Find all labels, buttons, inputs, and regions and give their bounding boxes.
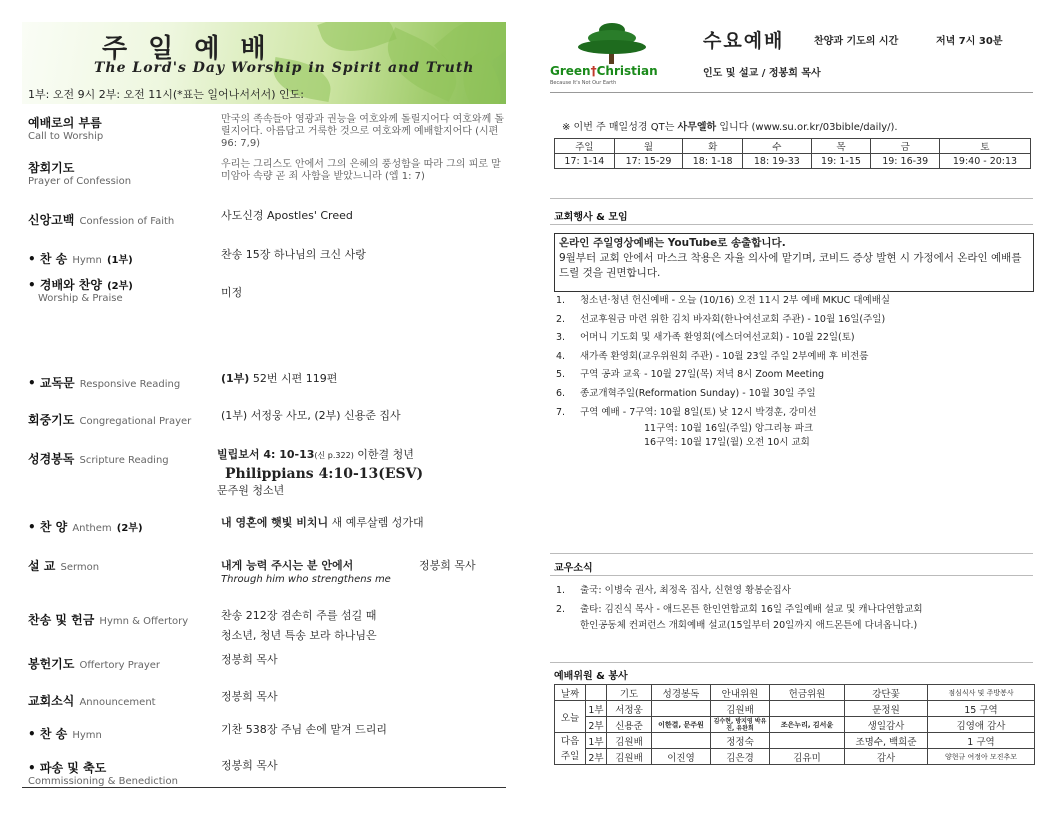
order-label-en: Confession of Faith <box>79 216 175 227</box>
logo-wordmark: Green†Christian <box>550 64 658 78</box>
service-times: 1부: 오전 9시 2부: 오전 11시(*표는 일어나서서서) 인도: <box>28 88 304 101</box>
order-text: 미정 <box>221 286 243 299</box>
table-cell: 토 <box>940 139 1031 154</box>
events-heading: 교회행사 & 모임 <box>554 212 628 223</box>
list-item: 7. 구역 예배 - 7구역: 10월 8일(토) 낮 12시 박경훈, 강미선 <box>556 406 817 418</box>
scripture-ref-en: Philippians 4:10-13(ESV) <box>225 466 424 482</box>
header-rule <box>550 92 1033 93</box>
table-cell <box>586 685 607 701</box>
order-label-en: Hymn <box>72 255 102 266</box>
members-heading: 교우소식 <box>554 563 593 574</box>
table-cell: 서정웅 <box>607 701 652 717</box>
table-cell: 조은누리, 김서윤 <box>770 717 845 733</box>
qt-note: ※ 이번 주 매일성경 QT는 사무엘하 입니다 (www.su.or.kr/03bible/daily/). <box>562 122 898 133</box>
order-label: • 찬 송 <box>28 252 68 266</box>
table-cell: 17: 1-14 <box>555 154 615 169</box>
order-label: • 찬 송 <box>28 727 68 741</box>
list-item-cont: 한인공동체 컨퍼런스 개회예배 설교(15일부터 20일까지 애드몬튼에 다녀옵니다.) <box>580 620 918 632</box>
online-notice-text: 9월부터 교회 안에서 마스크 착용은 자율 의사에 맡기며, 코비드 증상 발현 시 가정에서 온라인 예배를 드릴 것을 권면합니다. <box>559 252 1022 279</box>
table-cell: 19: 1-15 <box>811 154 871 169</box>
order-label-en: Hymn & Offertory <box>99 616 189 627</box>
order-label: • 경배와 찬양 <box>28 278 102 292</box>
qt-days-row <box>555 139 1031 154</box>
duty-table <box>554 684 1035 765</box>
table-cell: 18: 1-18 <box>683 154 743 169</box>
table-cell: 기도 <box>607 685 652 701</box>
qt-verses-row <box>555 154 1031 169</box>
order-text: 우리는 그리스도 안에서 그의 은혜의 풍성함을 따라 그의 피로 말미암아 속량 곧 죄 사함을 받았느니라 (엡 1: 7) <box>221 159 501 182</box>
order-label-en: Call to Worship <box>28 131 104 142</box>
qt-table <box>554 138 1031 169</box>
order-text: 찬송 212장 겸손히 주를 섬길 때 <box>221 609 377 622</box>
list-item-cont: 16구역: 10월 17일(월) 오전 10시 교회 <box>644 437 810 449</box>
list-item: 2. 출타: 김진식 목사 - 애드몬튼 한인연합교회 16일 주일예배 설교 및 캐나다연합교회 <box>556 603 923 615</box>
duty-heading: 예배위원 & 봉사 <box>554 671 628 682</box>
table-cell: 19: 16-39 <box>871 154 940 169</box>
order-label-en: Responsive Reading <box>79 379 181 390</box>
duty-today-2 <box>555 717 1035 733</box>
members-list <box>556 582 1036 633</box>
order-label-en: Hymn <box>72 730 102 741</box>
table-cell: 이한결, 문주원 <box>652 717 711 733</box>
duty-next-2 <box>555 749 1035 765</box>
order-label-en: Prayer of Confession <box>28 176 132 187</box>
order-label-en: Sermon <box>60 562 100 573</box>
table-cell: 월 <box>614 139 683 154</box>
wednesday-subtitle: 찬양과 기도의 시간 <box>814 36 899 47</box>
table-cell: 1부 <box>586 701 607 717</box>
duty-top-rule <box>550 662 1033 663</box>
online-notice-box <box>554 233 1034 292</box>
table-cell: 안내위원 <box>711 685 770 701</box>
table-cell: 성경봉독 <box>652 685 711 701</box>
table-cell <box>770 733 845 749</box>
green-christian-logo <box>550 22 670 92</box>
events-list <box>556 292 1036 450</box>
table-cell: 날짜 <box>555 685 586 701</box>
table-cell: 17: 15-29 <box>614 154 683 169</box>
sermon-preacher: 정봉희 목사 <box>419 559 476 572</box>
wednesday-time: 저녁 7시 30분 <box>936 36 1003 47</box>
order-text-2: 청소년, 청년 특송 보라 하나님은 <box>221 629 377 642</box>
order-text: 정봉희 목사 <box>221 653 278 666</box>
table-cell: 18: 19-33 <box>743 154 812 169</box>
anthem-title: 내 영혼에 햇빛 비치니 <box>221 516 329 529</box>
order-text: 찬송 15장 하나님의 크신 사랑 <box>221 248 366 261</box>
sermon-title: 내게 능력 주시는 분 안에서 <box>221 559 354 572</box>
order-label-en: Scripture Reading <box>79 455 169 466</box>
list-item-cont: 11구역: 10월 16일(주일) 앙그리뇽 파크 <box>644 423 814 435</box>
sunday-banner <box>22 22 506 104</box>
order-label: • 찬 양 <box>28 520 68 534</box>
sermon-title-en: Through him who strengthens me <box>221 574 391 585</box>
list-item: 2. 선교후원금 마련 위한 김치 바자회(한나여선교회 주관) - 10월 16일(주일) <box>556 313 886 325</box>
order-part: (1부) <box>106 255 133 266</box>
table-cell: 정정숙 <box>711 733 770 749</box>
table-cell: 김수현, 방지영 박유진, 유완희 <box>711 717 770 733</box>
order-label: 봉헌기도 <box>28 657 75 671</box>
wednesday-title: 수요예배 <box>703 30 785 52</box>
list-item: 1. 출국: 이병숙 권사, 최정옥 집사, 신현영 황봉순집사 <box>556 585 791 596</box>
table-cell: 1부 <box>586 733 607 749</box>
wednesday-leader: 인도 및 설교 / 정봉희 목사 <box>703 68 821 79</box>
order-text: 사도신경 Apostles' Creed <box>221 209 353 222</box>
table-cell: 헌금위원 <box>770 685 845 701</box>
table-cell: 점심식사 및 주방봉사 <box>928 685 1035 701</box>
duty-next-1 <box>555 733 1035 749</box>
table-cell: 다음 주일 <box>555 733 586 765</box>
list-item: 1. 청소년·청년 헌신예배 - 오늘 (10/16) 오전 11시 2부 예배 MKUC 대예배실 <box>556 295 891 306</box>
table-cell <box>770 701 845 717</box>
tree-icon <box>572 22 652 66</box>
online-notice-title: 온라인 주일영상예배는 YouTube로 송출합니다. <box>559 237 786 249</box>
table-cell: 양현규 여정아 모진추모 <box>928 749 1035 765</box>
order-part: (2부) <box>107 281 133 292</box>
order-text: (1부) 서정웅 사모, (2부) 신용준 집사 <box>221 409 401 422</box>
left-bottom-rule <box>22 787 506 788</box>
order-label: • 파송 및 축도 <box>28 761 107 775</box>
sunday-worship-column <box>22 22 506 787</box>
logo-tagline: Because It's Not Our Earth <box>550 80 617 86</box>
table-cell: 화 <box>683 139 743 154</box>
table-cell: 김영애 감사 <box>928 717 1035 733</box>
order-text: 52번 시편 119편 <box>249 372 338 385</box>
table-cell: 오늘 <box>555 701 586 733</box>
order-text: 기찬 538장 주님 손에 맡겨 드리리 <box>221 723 387 736</box>
order-label: • 교독문 <box>28 376 75 390</box>
anthem-choir: 새 예루살렘 성가대 <box>328 516 424 529</box>
table-cell: 신용준 <box>607 717 652 733</box>
sunday-subtitle: The Lord's Day Worship in Spirit and Truth <box>94 60 475 76</box>
order-label-en: Commissioning & Benediction <box>28 776 178 787</box>
qt-rule <box>550 198 1033 199</box>
table-cell: 금 <box>871 139 940 154</box>
table-cell: 김은경 <box>711 749 770 765</box>
order-text: 만국의 족속들아 영광과 권능을 여호와께 돌릴지어다 여호와께 돌릴지어다. 아름답고 거룩한 것으로 여호와께 예배할지어다 (시편 96: 7,9) <box>221 114 505 149</box>
order-label-en: Anthem <box>72 523 112 534</box>
order-part: (1부) <box>221 372 250 385</box>
duty-header-row <box>555 685 1035 701</box>
table-cell: 2부 <box>586 749 607 765</box>
order-label-en: Congregational Prayer <box>79 416 192 427</box>
table-cell: 15 구역 <box>928 701 1035 717</box>
order-label-en: Announcement <box>79 697 156 708</box>
order-label: 예배로의 부름 <box>28 116 102 130</box>
sunday-title: 주 일 예 배 <box>102 34 272 64</box>
order-label-en: Worship & Praise <box>38 293 123 304</box>
table-cell: 주일 <box>555 139 615 154</box>
order-label: 참회기도 <box>28 161 75 175</box>
table-cell: 김원배 <box>607 733 652 749</box>
table-cell: 조명수, 백희준 <box>845 733 928 749</box>
table-cell: 생일감사 <box>845 717 928 733</box>
events-rule <box>550 224 1033 225</box>
scripture-ref: 빌립보서 4: 10-13 <box>217 448 315 461</box>
order-label: 성경봉독 <box>28 452 75 466</box>
list-item: 3. 어머니 기도회 및 새가족 환영회(에스더여선교회) - 10월 22일(토) <box>556 332 855 344</box>
table-cell: 19:40 - 20:13 <box>940 154 1031 169</box>
list-item: 5. 구역 공과 교육 - 10월 27일(목) 저녁 8시 Zoom Meeting <box>556 369 825 381</box>
table-cell: 김원배 <box>607 749 652 765</box>
table-cell: 1 구역 <box>928 733 1035 749</box>
order-label: 회중기도 <box>28 413 75 427</box>
members-top-rule <box>550 553 1033 554</box>
list-item: 4. 새가족 환영회(교우위원회 주관) - 10월 23일 주일 2부예배 후 비전룸 <box>556 350 869 362</box>
table-cell <box>652 701 711 717</box>
table-cell: 목 <box>811 139 871 154</box>
table-cell <box>652 733 711 749</box>
list-item: 6. 종교개혁주일(Reformation Sunday) - 10월 30일 주일 <box>556 387 816 399</box>
order-text: 정봉희 목사 <box>221 690 278 703</box>
duty-today-1 <box>555 701 1035 717</box>
order-text: 정봉희 목사 <box>221 759 278 772</box>
scripture-reader: 이한결 청년 <box>353 448 414 461</box>
table-cell: 김원배 <box>711 701 770 717</box>
order-part: (2부) <box>116 523 143 534</box>
table-cell: 강단꽃 <box>845 685 928 701</box>
table-cell: 김유미 <box>770 749 845 765</box>
scripture-reader-2: 문주원 청소년 <box>217 484 285 497</box>
order-label: 신앙고백 <box>28 213 75 227</box>
members-rule <box>550 575 1033 576</box>
order-label: 찬송 및 헌금 <box>28 613 95 627</box>
table-cell: 2부 <box>586 717 607 733</box>
table-cell: 수 <box>743 139 812 154</box>
table-cell: 이진영 <box>652 749 711 765</box>
scripture-page: (신 p.322) <box>314 451 354 460</box>
table-cell: 감사 <box>845 749 928 765</box>
order-label: 설 교 <box>28 559 56 573</box>
order-label: 교회소식 <box>28 694 75 708</box>
order-label-en: Offertory Prayer <box>79 660 161 671</box>
table-cell: 문정원 <box>845 701 928 717</box>
